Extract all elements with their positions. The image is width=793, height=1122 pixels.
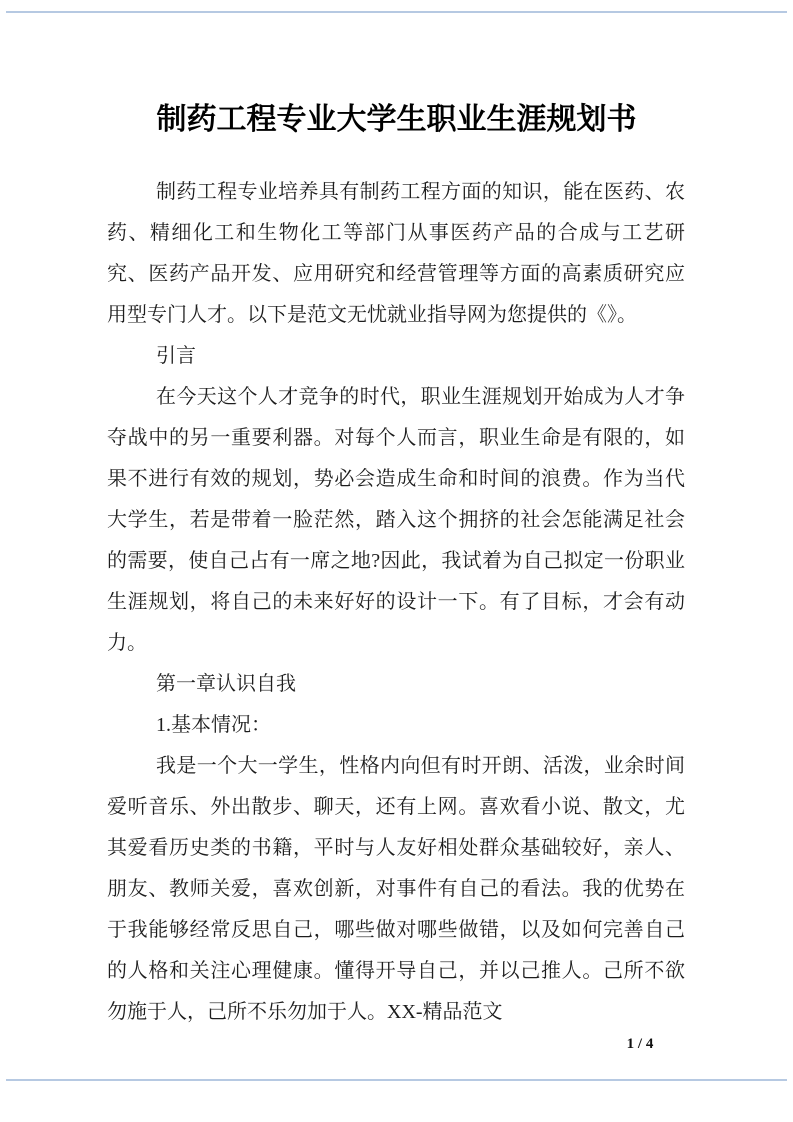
paragraph: 第一章认识自我	[156, 673, 296, 695]
page-top-border	[6, 11, 787, 13]
paragraph: 引言	[156, 345, 196, 367]
page-bottom-border	[6, 1079, 787, 1081]
document-title: 制药工程专业大学生职业生涯规划书	[156, 103, 637, 136]
paragraph: 我是一个大一学生，性格内向但有时开朗、活泼，业余时间爱听音乐、外出散步、聊天，还有上网。喜欢看小说、散文，尤其爱看历史类的书籍，平时与人友好相处群众基础较好，亲人、朋友、教师关爱，喜欢创新，对事件有自己的看法。我的优势在于我能够经常反思自己，哪些做对哪些做错，以及如何完善自己的人格和关注心理健康。懂得开导自己，并以己推人。己所不欲勿施于人，己所不乐勿加于人。XX-精品范文	[107, 755, 685, 1023]
document-body	[107, 172, 685, 1033]
paragraph: 1.基本情况：	[156, 714, 271, 736]
paragraph: 制药工程专业培养具有制药工程方面的知识，能在医药、农药、精细化工和生物化工等部门从事医药产品的合成与工艺研究、医药产品开发、应用研究和经营管理等方面的高素质研究应用型专门人才。以下是范文无忧就业指导网为您提供的《》。	[107, 181, 685, 326]
paragraph: 在今天这个人才竞争的时代，职业生涯规划开始成为人才争夺战中的另一重要利器。对每个人而言，职业生命是有限的，如果不进行有效的规划，势必会造成生命和时间的浪费。作为当代大学生，若是带着一脸茫然，踏入这个拥挤的社会怎能满足社会的需要，使自己占有一席之地?因此，我试着为自己拟定一份职业生涯规划，将自己的未来好好的设计一下。有了目标，才会有动力。	[107, 386, 685, 654]
page-number: 1 / 4	[626, 1036, 654, 1052]
